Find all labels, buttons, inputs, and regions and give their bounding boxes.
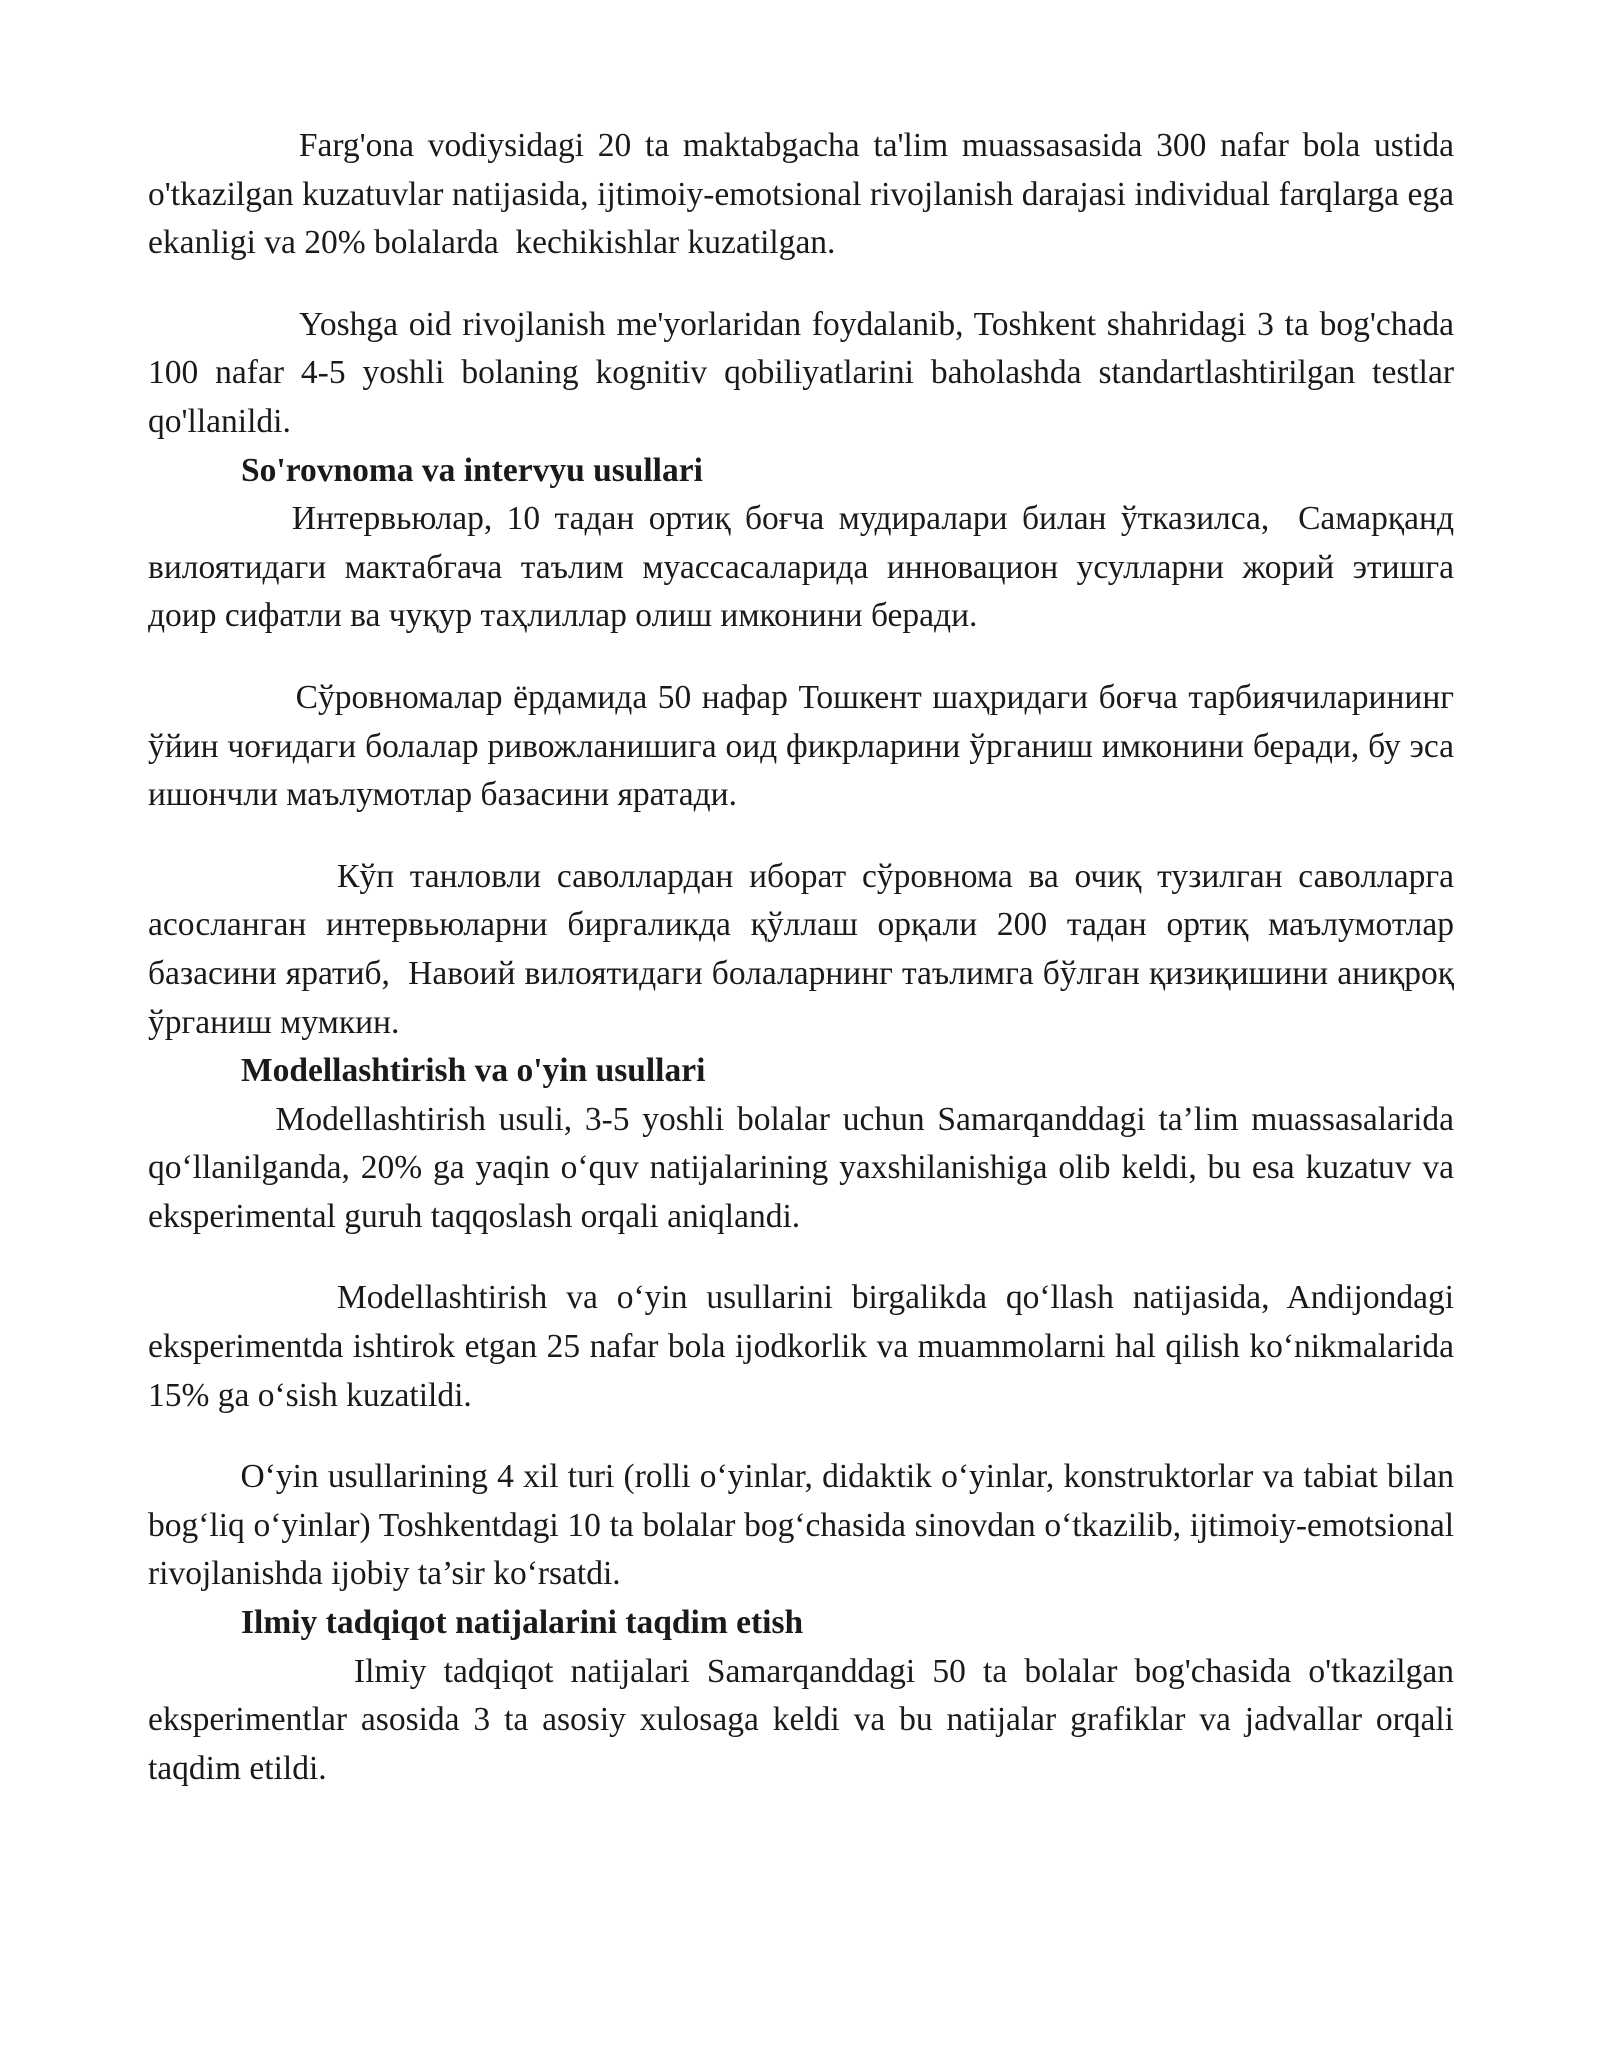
paragraph-tashkent-cognitive-tests <box>148 301 1463 447</box>
paragraph-indent <box>148 500 292 537</box>
paragraph-interviews-samarkand <box>148 495 1463 641</box>
paragraph-indent <box>148 1653 354 1690</box>
paragraph-modelling-samarkand <box>148 1096 1463 1242</box>
paragraph-indent <box>148 1279 337 1316</box>
paragraph-text: Ilmiy tadqiqot natijalari Samarqanddagi 50 ta bolalar bog'chasida o'tkazilgan eksperimentlar asosida 3 ta asosiy xulosaga keldi va bu natijalar grafiklar va jadvallar orqali taqdim etildi. <box>148 1652 1463 1787</box>
paragraph-indent <box>148 127 299 164</box>
paragraph-modelling-andijan <box>148 1274 1463 1420</box>
document-page <box>148 122 1463 1793</box>
paragraph-indent <box>148 1101 276 1138</box>
paragraph-text: Yoshga oid rivojlanish me'yorlaridan foydalanib, Toshkent shahridagi 3 ta bog'chada 100 nafar 4-5 yoshli bolaning kognitiv qobiliyatlarini baholashda standartlashtirilgan testlar qo'llanildi. <box>148 305 1463 440</box>
paragraph-text: Modellashtirish usuli, 3-5 yoshli bolalar uchun Samarqanddagi ta’lim muassasalarida qo‘llanilganda, 20% ga yaqin o‘quv natijalarining yaxshilanishiga olib keldi, bu esa kuzatuv va eksperimental guruh taqqoslash orqali aniqlandi. <box>148 1100 1463 1235</box>
section-heading-research-results: Ilmiy tadqiqot natijalarini taqdim etish <box>241 1604 804 1642</box>
paragraph-text: O‘yin usullarining 4 xil turi (rolli o‘yinlar, didaktik o‘yinlar, konstruktorlar va tabiat bilan bog‘liq o‘yinlar) Toshkentdagi 10 ta bolalar bog‘chasida sinovdan o‘tkazilib, ijtimoiy-emotsional rivojlanishda ijobiy ta’sir ko‘rsatdi. <box>148 1458 1463 1593</box>
paragraph-indent <box>148 1458 240 1495</box>
paragraph-text: Farg'ona vodiysidagi 20 ta maktabgacha ta'lim muassasasida 300 nafar bola ustida o'tkazilgan kuzatuvlar natijasida, ijtimoiy-emotsional rivojlanish darajasi individual farqlarga ega ekanligi va 20% bolalarda kechikishlar kuzatilgan. <box>148 127 1463 262</box>
paragraph-fergana-observations <box>148 122 1463 268</box>
paragraph-text: Modellashtirish va o‘yin usullarini birgalikda qo‘llash natijasida, Andijondagi eksperimentda ishtirok etgan 25 nafar bola ijodkorlik va muammolarni hal qilish ko‘nikmalarida 15% ga o‘sish kuzatildi. <box>148 1279 1463 1414</box>
section-heading-survey-interview: So'rovnoma va intervyu usullari <box>241 451 703 489</box>
paragraph-play-types-tashkent <box>148 1453 1463 1599</box>
section-heading-modelling-play: Modellashtirish va o'yin usullari <box>241 1052 706 1090</box>
paragraph-surveys-tashkent <box>148 674 1463 820</box>
paragraph-multiple-choice-navoi <box>148 853 1463 1047</box>
paragraph-indent <box>148 858 337 895</box>
paragraph-research-results-samarkand <box>148 1648 1463 1794</box>
paragraph-text: Интервьюлар, 10 тадан ортиқ боғча мудиралари билан ўтказилса, Самарқанд вилоятидаги мактабгача таълим муассасаларида инновацион усулларни жорий этишга доир сифатли ва чуқур таҳлиллар олиш имконини беради. <box>148 500 1463 635</box>
paragraph-text: Сўровномалар ёрдамида 50 нафар Тошкент шаҳридаги боғча тарбиячиларининг ўйин чоғидаги болалар ривожланишига оид фикрларини ўрганиш имконини беради, бу эса ишончли маълумотлар базасини яратади. <box>148 678 1463 814</box>
paragraph-text: Кўп танловли саволлардан иборат сўровнома ва очиқ тузилган саволларга асосланган интервьюларни биргаликда қўллаш орқали 200 тадан ортиқ маълумотлар базасини яратиб, Навоий вилоятидаги болаларнинг таълимга бўлган қизиқишини аниқроқ ўрганиш мумкин. <box>148 857 1463 1041</box>
paragraph-indent <box>148 679 296 716</box>
paragraph-indent <box>148 306 299 343</box>
